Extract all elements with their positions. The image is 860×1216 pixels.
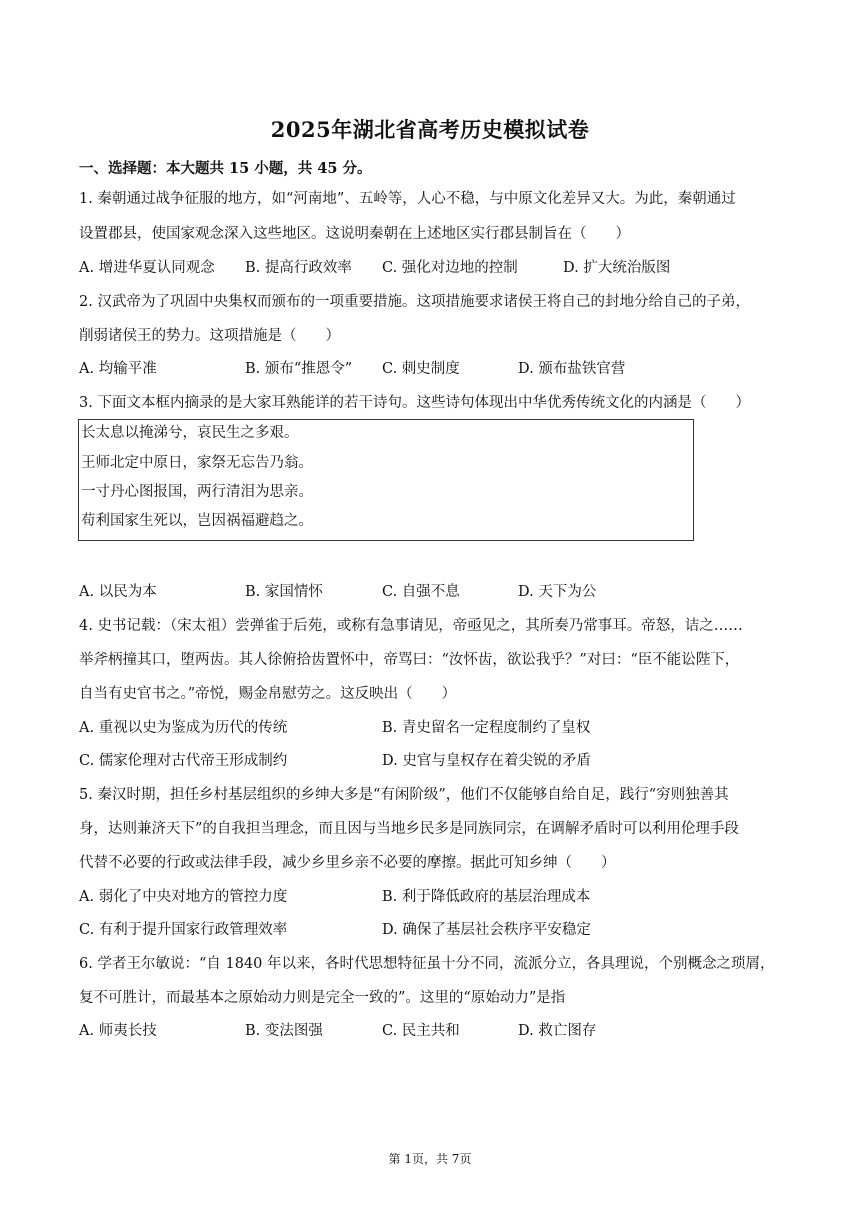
q2-option-b[interactable]: B. 颁布“推恩令” [245, 361, 353, 377]
q1-options [79, 258, 779, 278]
q1-option-b[interactable]: B. 提高行政效率 [245, 260, 352, 276]
q1-stem-line-2: 设置郡县，使国家观念深入这些地区。这说明秦朝在上述地区实行郡县制旨在（ ） [79, 226, 630, 242]
q4-option-c[interactable]: C. 儒家伦理对古代帝王形成制约 [79, 753, 288, 769]
q5-stem-line-2: 身，达则兼济天下”的自我担当理念，而且因与当地乡民多是同族同宗，在调解矛盾时可以利用伦理手段 [79, 821, 739, 837]
q5-option-a[interactable]: A. 弱化了中央对地方的管控力度 [79, 889, 288, 905]
q4-options-row-1 [79, 718, 779, 738]
q5-option-c[interactable]: C. 有利于提升国家行政管理效率 [79, 922, 288, 938]
exam-title: 2025年湖北省高考历史模拟试卷 [270, 117, 590, 142]
q3-option-b[interactable]: B. 家国情怀 [245, 584, 323, 600]
q6-options [79, 1021, 779, 1041]
q3-quote-line-2: 王师北定中原日，家祭无忘告乃翁。 [81, 455, 313, 471]
q3-quote-box [78, 419, 694, 541]
q6-stem-line-2: 复不可胜计，而最基本之原始动力则是完全一致的”。这里的“原始动力”是指 [79, 990, 566, 1006]
q4-stem-line-1: 4. 史书记载：（宋太祖）尝弹雀于后苑，或称有急事请见，帝亟见之，其所奏乃常事耳。帝怒，诘之…… [79, 618, 743, 634]
q2-stem-line-1: 2. 汉武帝为了巩固中央集权而颁布的一项重要措施。这项措施要求诸侯王将自己的封地分给自己的子弟， [79, 294, 750, 310]
q3-stem-line-1: 3. 下面文本框内摘录的是大家耳熟能详的若干诗句。这些诗句体现出中华优秀传统文化的内涵是（ ） [79, 395, 750, 411]
q4-options-row-2 [79, 751, 779, 771]
q3-option-c[interactable]: C. 自强不息 [382, 584, 460, 600]
q3-option-a[interactable]: A. 以民为本 [79, 584, 157, 600]
q2-stem-line-2: 削弱诸侯王的势力。这项措施是（ ） [79, 328, 340, 344]
q3-quote-line-3: 一寸丹心图报国，两行清泪为思亲。 [81, 484, 313, 500]
q5-option-d[interactable]: D. 确保了基层社会秩序平安稳定 [382, 922, 591, 938]
q5-stem-line-3: 代替不必要的行政或法律手段，减少乡里乡亲不必要的摩擦。据此可知乡绅（ ） [79, 855, 616, 871]
q1-option-d[interactable]: D. 扩大统治版图 [563, 260, 671, 276]
q2-options [79, 359, 779, 379]
q4-stem-line-3: 自当有史官书之。”帝悦，赐金帛慰劳之。这反映出（ ） [79, 686, 457, 702]
q1-option-c[interactable]: C. 强化对边地的控制 [382, 260, 518, 276]
q2-option-d[interactable]: D. 颁布盐铁官营 [518, 361, 626, 377]
q5-option-b[interactable]: B. 利于降低政府的基层治理成本 [382, 889, 591, 905]
q6-option-d[interactable]: D. 救亡图存 [518, 1023, 597, 1039]
q3-options [79, 582, 779, 602]
q6-option-b[interactable]: B. 变法图强 [245, 1023, 323, 1039]
q3-quote-line-1: 长太息以掩涕兮，哀民生之多艰。 [81, 425, 299, 441]
q3-quote-line-4: 苟利国家生死以，岂因祸福避趋之。 [81, 513, 313, 529]
q2-option-c[interactable]: C. 刺史制度 [382, 361, 460, 377]
q5-stem-line-1: 5. 秦汉时期，担任乡村基层组织的乡绅大多是“有闲阶级”，他们不仅能够自给自足，践行“穷则独善其 [79, 787, 729, 803]
q4-option-d[interactable]: D. 史官与皇权存在着尖锐的矛盾 [382, 753, 591, 769]
q6-option-c[interactable]: C. 民主共和 [382, 1023, 460, 1039]
q1-stem-line-1: 1. 秦朝通过战争征服的地方，如“河南地”、五岭等，人心不稳，与中原文化差异又大。为此，秦朝通过 [79, 191, 736, 207]
q4-option-b[interactable]: B. 青史留名一定程度制约了皇权 [382, 720, 591, 736]
q6-stem-line-1: 6. 学者王尔敏说：“自 1840 年以来，各时代思想特征虽十分不同，流派分立，各具理说，个别概念之琐屑， [79, 956, 775, 972]
q3-option-d[interactable]: D. 天下为公 [518, 584, 597, 600]
q1-option-a[interactable]: A. 增进华夏认同观念 [79, 260, 215, 276]
page-footer: 第 1页，共 7页 [388, 1152, 472, 1166]
q4-option-a[interactable]: A. 重视以史为鉴成为历代的传统 [79, 720, 288, 736]
q5-options-row-2 [79, 920, 779, 940]
section-heading: 一、选择题：本大题共 15 小题，共 45 分。 [79, 160, 372, 177]
q6-option-a[interactable]: A. 师夷长技 [79, 1023, 157, 1039]
q4-stem-line-2: 举斧柄撞其口，堕两齿。其人徐俯拾齿置怀中，帝骂曰：“汝怀齿，欲讼我乎？”对曰：“臣不能讼陛下， [79, 652, 740, 668]
q2-option-a[interactable]: A. 均输平准 [79, 361, 157, 377]
q5-options-row-1 [79, 887, 779, 907]
